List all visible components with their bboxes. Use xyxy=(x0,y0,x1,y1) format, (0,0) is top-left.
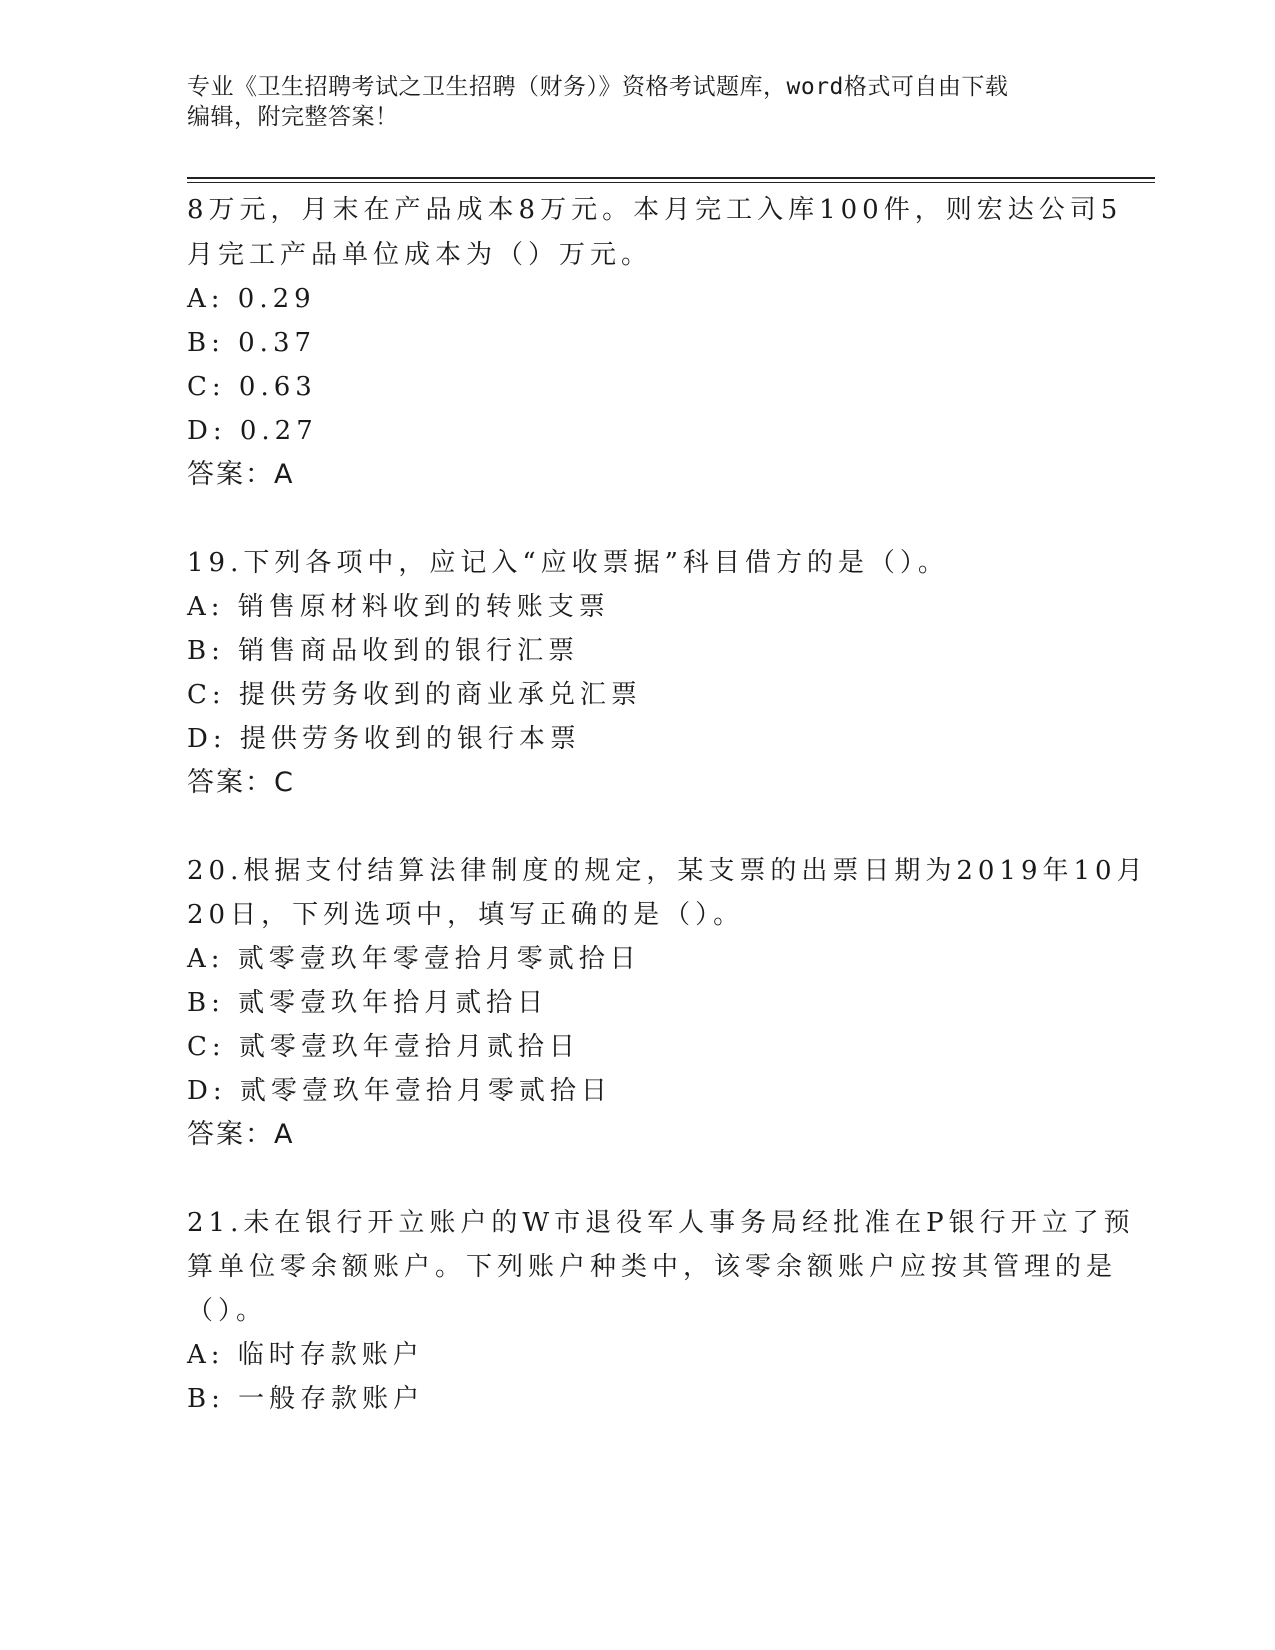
option-d: D: 贰零壹玖年壹拾月零贰拾日 xyxy=(187,1076,612,1106)
question-text-line: 21.未在银行开立账户的W市退役军人事务局经批准在P银行开立了预 xyxy=(187,1208,1135,1238)
option-b: B: 贰零壹玖年拾月贰拾日 xyxy=(187,988,549,1018)
answer-label: 答案：A xyxy=(187,1119,295,1150)
answer-label: 答案：C xyxy=(187,767,295,798)
option-d: D: 0.27 xyxy=(187,416,318,446)
question-text-line: 月完工产品单位成本为（）万元。 xyxy=(187,240,653,270)
header-line-2: 编辑，附完整答案！ xyxy=(187,104,399,130)
option-c: C: 贰零壹玖年壹拾月贰拾日 xyxy=(187,1032,580,1062)
option-a: A: 临时存款账户 xyxy=(187,1340,424,1370)
question-text-line: 19.下列各项中，应记入“应收票据”科目借方的是（）。 xyxy=(187,548,949,578)
option-b: B: 销售商品收到的银行汇票 xyxy=(187,636,580,666)
option-a: A: 0.29 xyxy=(187,284,316,314)
header-divider-thick xyxy=(187,177,1155,179)
question-text-line: 20.根据支付结算法律制度的规定，某支票的出票日期为2019年10月 xyxy=(187,856,1148,886)
option-a: A: 销售原材料收到的转账支票 xyxy=(187,592,610,622)
answer-label: 答案：A xyxy=(187,459,295,490)
option-c: C: 提供劳务收到的商业承兑汇票 xyxy=(187,680,642,710)
header-divider-thin xyxy=(187,182,1155,183)
option-b: B: 0.37 xyxy=(187,328,317,358)
question-text-line: （）。 xyxy=(187,1296,268,1326)
option-d: D: 提供劳务收到的银行本票 xyxy=(187,724,581,754)
question-text-line: 20日，下列选项中，填写正确的是（）。 xyxy=(187,900,745,930)
header-line-1: 专业《卫生招聘考试之卫生招聘（财务）》资格考试题库，word格式可自由下载 xyxy=(187,74,1009,100)
document-header xyxy=(187,72,1087,132)
option-a: A: 贰零壹玖年零壹拾月零贰拾日 xyxy=(187,944,641,974)
option-b: B: 一般存款账户 xyxy=(187,1384,425,1414)
question-text-line: 8万元，月末在产品成本8万元。本月完工入库100件，则宏达公司5 xyxy=(187,195,1123,225)
question-text-line: 算单位零余额账户。下列账户种类中，该零余额账户应按其管理的是 xyxy=(187,1252,1118,1282)
option-c: C: 0.63 xyxy=(187,372,317,402)
